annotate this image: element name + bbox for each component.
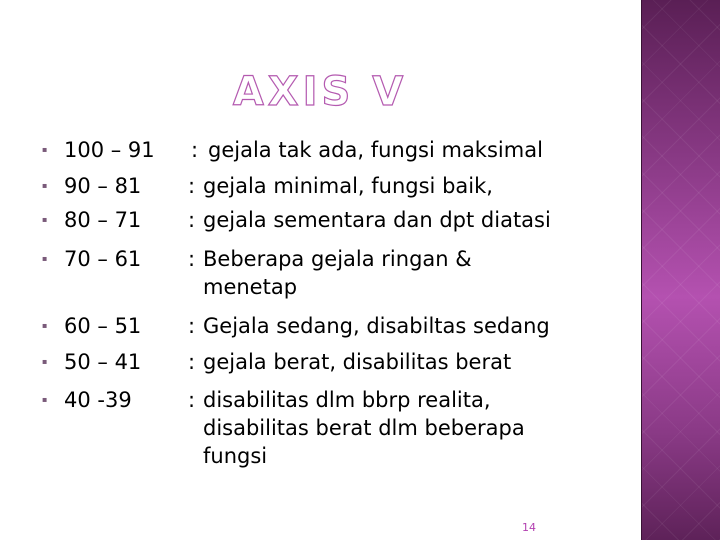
bullet-icon: ▪ [42,145,48,154]
score-range: 80 – 71 [64,208,142,232]
score-range: 60 – 51 [64,314,142,338]
description: gejala sementara dan dpt diatasi [203,208,551,232]
separator: : [188,388,196,412]
score-range: 90 – 81 [64,174,142,198]
score-range: 70 – 61 [64,247,142,271]
side-panel-edge [641,0,642,540]
page-number: 14 [522,521,536,534]
description: disabilitas dlm bbrp realita, disabilitas berat dlm beberapa fungsi [203,388,525,468]
bullet-icon: ▪ [42,215,48,224]
score-range: 100 – 91 [64,138,155,162]
bullet-icon: ▪ [42,254,48,263]
description: Gejala sedang, disabiltas sedang [203,314,550,338]
score-range: 50 – 41 [64,350,142,374]
separator: : [191,138,199,162]
description: gejala berat, disabilitas berat [203,350,512,374]
description: gejala minimal, fungsi baik, [203,174,493,198]
separator: : [188,174,196,198]
slide-title: AXIS V [232,69,408,115]
separator: : [188,247,196,271]
bullet-icon: ▪ [42,181,48,190]
bullet-icon: ▪ [42,395,48,404]
separator: : [188,208,196,232]
separator: : [188,350,196,374]
bullet-icon: ▪ [42,357,48,366]
decorative-side-panel [641,0,720,540]
bullet-icon: ▪ [42,321,48,330]
description: Beberapa gejala ringan & menetap [203,247,472,299]
score-range: 40 -39 [64,388,132,412]
description: gejala tak ada, fungsi maksimal [208,138,543,162]
separator: : [188,314,196,338]
